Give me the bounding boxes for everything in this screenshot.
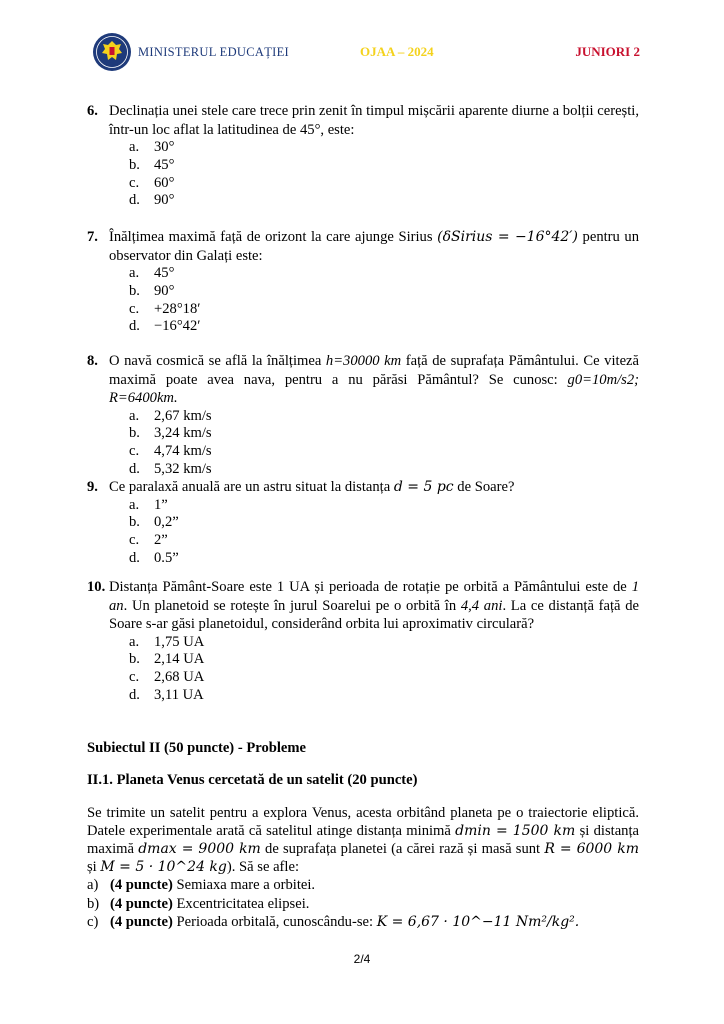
- ministry-logo: [92, 32, 289, 72]
- section-title: Subiectul II (50 puncte) - Probleme: [87, 740, 307, 756]
- problem-intro: Se trimite un satelit pentru a explora Venus, acesta orbitând planeta pe o traiectorie eliptică. Datele experimentale arată că satelitul atinge distanța minimă dmin = 1500 km și distanța maximă dmax = 9000 km de suprafața planetei (a cărei rază și masă sunt R = 6000 km și M = 5 · 10^24 kg). Să se afle:: [87, 805, 640, 875]
- options-list: [129, 634, 639, 705]
- option: a. 2,67 km/s: [129, 407, 212, 424]
- task-item: b) (4 puncte) Excentricitatea elipsei.: [87, 895, 310, 912]
- options-list: [129, 139, 639, 210]
- ministry-name: MINISTERUL EDUCAȚIEI: [138, 44, 290, 59]
- option: a. 1”: [129, 496, 168, 513]
- option: b. 2,14 UA: [129, 651, 205, 668]
- radius-value: R = 6000 km: [544, 841, 639, 857]
- option: d. −16°42′: [129, 318, 201, 335]
- option: c. 4,74 km/s: [129, 443, 212, 460]
- option: d. 90°: [129, 192, 175, 209]
- task-list: [87, 876, 639, 932]
- given-values: g0=10m/s2; R=6400km.: [109, 371, 639, 406]
- level-label: JUNIORI 2: [575, 44, 640, 59]
- problem-title: II.1. Planeta Venus cercetată de un satelit (20 puncte): [87, 772, 418, 788]
- question-7: [87, 228, 639, 336]
- question-text: Declinația unei stele care trece prin zenit în timpul mișcării aparente diurne a bolții cerești, într-un loc aflat la latitudinea de 45°, este:: [109, 103, 639, 138]
- options-list: [129, 408, 639, 479]
- height-value: h=30000 km: [325, 353, 402, 369]
- question-8: [87, 352, 639, 479]
- ministry-seal-icon: [92, 32, 132, 72]
- options-list: [129, 497, 639, 568]
- option: b. 90°: [129, 282, 175, 299]
- page-header: [92, 32, 640, 72]
- question-6: [87, 102, 639, 210]
- option: a. 30°: [129, 139, 175, 155]
- question-text: Înălțimea maximă față de orizont la care ajunge Sirius (δSirius = −16°42′) pentru un observator din Galați este:: [109, 229, 640, 264]
- dmin-value: dmin = 1500 km: [455, 823, 576, 839]
- gravitational-constant: K = 6,67 · 10^−11 Nm²/kg².: [376, 914, 580, 930]
- question-number: 7.: [87, 229, 98, 245]
- exam-title: OJAA – 2024: [360, 44, 434, 59]
- question-10: [87, 578, 639, 705]
- question-number: 9.: [87, 479, 98, 495]
- question-number: 10.: [87, 579, 106, 595]
- question-number: 8.: [87, 353, 98, 369]
- option: c. +28°18′: [129, 300, 201, 317]
- earth-period: 1 an: [109, 579, 639, 614]
- option: d. 0.5”: [129, 549, 179, 566]
- option: c. 2,68 UA: [129, 669, 205, 686]
- option: c. 60°: [129, 174, 175, 191]
- option: b. 45°: [129, 156, 175, 173]
- options-list: [129, 265, 639, 336]
- dmax-value: dmax = 9000 km: [138, 841, 261, 857]
- option: c. 2”: [129, 532, 168, 549]
- option: a. 1,75 UA: [129, 633, 205, 650]
- page-number: 2/4: [353, 952, 371, 966]
- distance-formula: d = 5 pc: [393, 479, 454, 495]
- planetoid-period: 4,4 ani: [460, 597, 503, 614]
- question-text: Distanța Pământ-Soare este 1 UA și perioada de rotație pe orbită a Pământului este de 1 an. Un planetoid se rotește în jurul Soarelui pe o orbită în 4,4 ani. La ce distanță față de Soare s-ar găsi planetoidul, considerând orbita lui aproximativ circulară?: [109, 579, 639, 632]
- task-item: a) (4 puncte) Semiaxa mare a orbitei.: [87, 877, 316, 893]
- option: d. 3,11 UA: [129, 686, 204, 703]
- option: b. 3,24 km/s: [129, 425, 212, 442]
- task-item: c) (4 puncte) Perioada orbitală, cunoscându-se: K = 6,67 · 10^−11 Nm²/kg².: [87, 914, 580, 930]
- option: d. 5,32 km/s: [129, 460, 212, 477]
- option: b. 0,2”: [129, 514, 179, 531]
- option: a. 45°: [129, 265, 175, 281]
- mass-value: M = 5 · 10^24 kg: [100, 859, 227, 875]
- question-9: [87, 478, 639, 568]
- question-text: Ce paralaxă anuală are un astru situat la distanța d = 5 pc de Soare?: [109, 479, 515, 495]
- question-text: O navă cosmică se află la înălțimea h=30000 km față de suprafața Pământului. Ce viteză maximă poate avea nava, pentru a nu părăsi Pământul? Se cunosc: g0=10m/s2; R=6400km.: [109, 353, 640, 406]
- question-number: 6.: [87, 103, 98, 119]
- sirius-formula: (δSirius = −16°42′): [437, 229, 578, 245]
